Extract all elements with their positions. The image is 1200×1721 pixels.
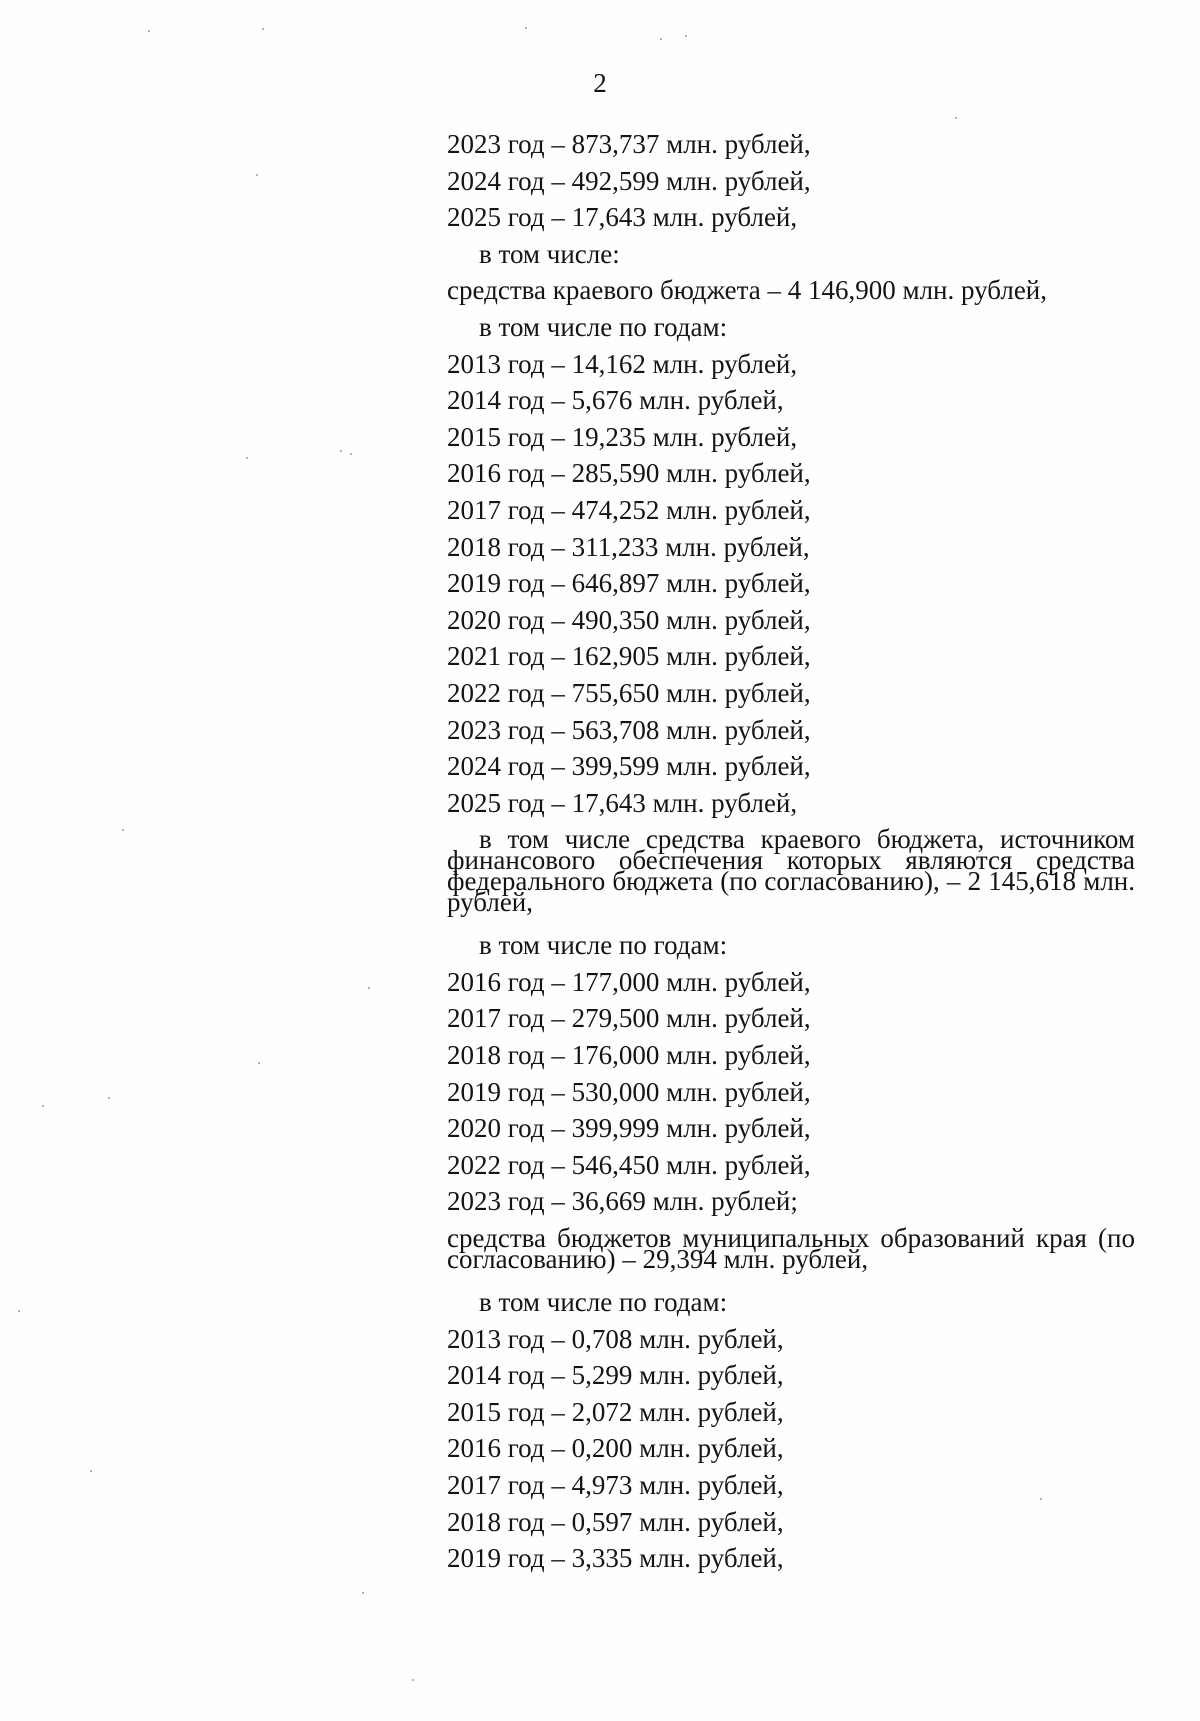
scan-speck bbox=[660, 38, 662, 40]
funding-year-line: 2014 год – 5,299 млн. рублей, bbox=[447, 1360, 784, 1391]
scan-speck bbox=[18, 1310, 20, 1312]
funding-year-line: 2018 год – 0,597 млн. рублей, bbox=[447, 1506, 784, 1537]
scan-speck bbox=[525, 27, 527, 29]
funding-year-line: 2019 год – 3,335 млн. рублей, bbox=[447, 1543, 784, 1574]
funding-year-line: 2024 год – 492,599 млн. рублей, bbox=[447, 165, 811, 196]
scan-speck bbox=[90, 1470, 92, 1472]
scan-speck bbox=[955, 117, 957, 119]
by-years-label: в том числе по годам: bbox=[479, 1287, 728, 1318]
scan-speck bbox=[256, 174, 258, 176]
scan-speck bbox=[412, 1679, 414, 1681]
funding-year-line: 2013 год – 0,708 млн. рублей, bbox=[447, 1323, 784, 1354]
funding-year-line: 2023 год – 563,708 млн. рублей, bbox=[447, 714, 811, 745]
funding-year-line: 2020 год – 490,350 млн. рублей, bbox=[447, 604, 811, 635]
scan-speck bbox=[1040, 1498, 1042, 1500]
regional-budget-by-year-list bbox=[447, 346, 1135, 822]
municipal-budgets-paragraph: средства бюджетов муниципальных образований края (по согласованию) – 29,394 млн. рублей, bbox=[447, 1223, 1135, 1275]
scan-speck bbox=[246, 457, 248, 459]
scan-speck bbox=[340, 450, 342, 452]
scan-speck bbox=[108, 1097, 110, 1099]
federal-funds-paragraph: в том числе средства краевого бюджета, источником финансового обеспечения которых являются средства федерального бюджета (по согласованию), – 2 145,618 млн. рублей, bbox=[447, 824, 1135, 918]
by-years-label: в том числе по годам: bbox=[479, 930, 728, 961]
funding-year-line: 2022 год – 546,450 млн. рублей, bbox=[447, 1149, 811, 1180]
funding-year-line: 2017 год – 474,252 млн. рублей, bbox=[447, 494, 811, 525]
funding-year-line: 2020 год – 399,999 млн. рублей, bbox=[447, 1113, 811, 1144]
scan-speck bbox=[368, 987, 370, 989]
scan-speck bbox=[148, 30, 150, 32]
funding-year-line: 2016 год – 0,200 млн. рублей, bbox=[447, 1433, 784, 1464]
funding-year-line: 2013 год – 14,162 млн. рублей, bbox=[447, 348, 798, 379]
scan-speck bbox=[258, 1062, 260, 1064]
funding-year-line: 2017 год – 4,973 млн. рублей, bbox=[447, 1470, 784, 1500]
scan-speck bbox=[350, 453, 352, 455]
funding-by-year-list bbox=[447, 126, 1135, 236]
funding-year-line: 2022 год – 755,650 млн. рублей, bbox=[447, 677, 811, 708]
funding-year-line: 2025 год – 17,643 млн. рублей, bbox=[447, 202, 798, 233]
by-years-label: в том числе по годам: bbox=[479, 311, 728, 342]
in-total-label: в том числе: bbox=[479, 238, 620, 269]
funding-year-line: 2025 год – 17,643 млн. рублей, bbox=[447, 787, 798, 818]
funding-year-line: 2016 год – 177,000 млн. рублей, bbox=[447, 966, 811, 997]
scan-speck bbox=[685, 35, 687, 37]
funding-year-line: 2019 год – 530,000 млн. рублей, bbox=[447, 1076, 811, 1107]
scan-speck bbox=[262, 28, 264, 30]
funding-year-line: 2019 год – 646,897 млн. рублей, bbox=[447, 568, 811, 599]
funding-year-line: 2018 год – 176,000 млн. рублей, bbox=[447, 1040, 811, 1071]
funding-year-line: 2016 год – 285,590 млн. рублей, bbox=[447, 458, 811, 489]
funding-year-line: 2021 год – 162,905 млн. рублей, bbox=[447, 641, 811, 672]
scan-speck bbox=[122, 829, 124, 831]
funding-year-line: 2015 год – 2,072 млн. рублей, bbox=[447, 1396, 784, 1427]
federal-funds-by-year-list bbox=[447, 964, 1135, 1220]
funding-content bbox=[447, 126, 1135, 1577]
funding-year-line: 2023 год – 873,737 млн. рублей, bbox=[447, 129, 811, 159]
regional-budget-heading: средства краевого бюджета – 4 146,900 млн. рублей, bbox=[447, 275, 1047, 306]
scan-speck bbox=[42, 1105, 44, 1107]
page-number: 2 bbox=[593, 68, 607, 98]
funding-year-line: 2024 год – 399,599 млн. рублей, bbox=[447, 751, 811, 782]
scan-speck bbox=[362, 1592, 364, 1594]
municipal-budgets-by-year-list bbox=[447, 1321, 1135, 1577]
funding-year-line: 2018 год – 311,233 млн. рублей, bbox=[447, 531, 810, 562]
funding-year-line: 2014 год – 5,676 млн. рублей, bbox=[447, 385, 784, 416]
funding-year-line: 2023 год – 36,669 млн. рублей; bbox=[447, 1186, 798, 1217]
funding-year-line: 2015 год – 19,235 млн. рублей, bbox=[447, 421, 798, 452]
funding-year-line: 2017 год – 279,500 млн. рублей, bbox=[447, 1003, 811, 1034]
